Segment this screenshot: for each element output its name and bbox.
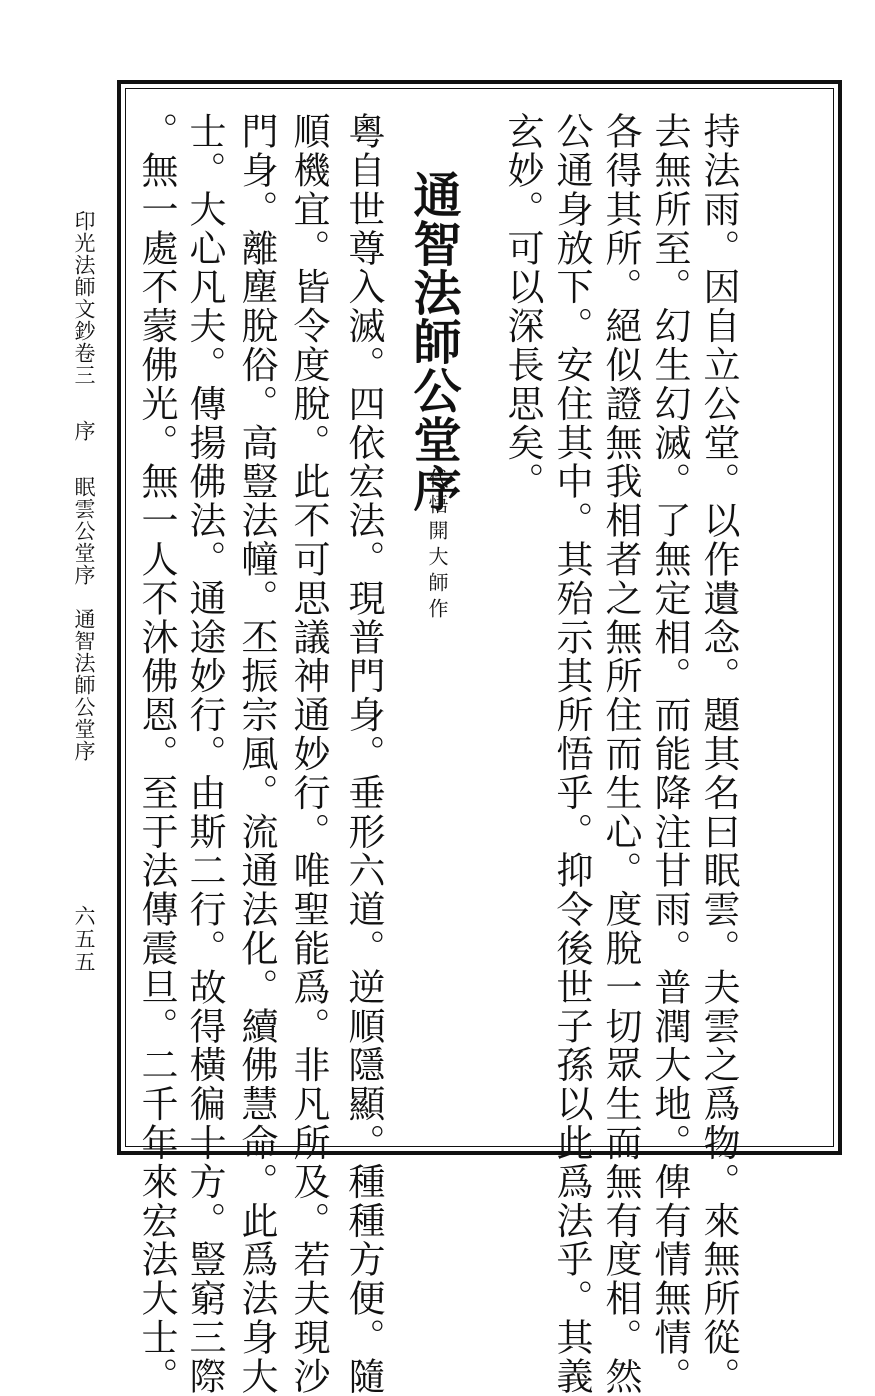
text-column-3: 各得其所。絕似證無我相者之無所住而生心。度脫一切眾生而無有度相。然 bbox=[599, 112, 642, 1396]
text-column-7: 順機宜。皆令度脫。此不可思議神通妙行。唯聖能爲。非凡所及。若夫現沙 bbox=[287, 112, 330, 1396]
running-head-article1: 眠雲公堂序 bbox=[72, 476, 96, 586]
article-subtitle: 代悟開大師作 bbox=[425, 468, 449, 624]
text-column-10: 。無一處不蒙佛光。無一人不沐佛恩。至于法傳震旦。二千年來宏法大士。 bbox=[135, 112, 178, 1396]
text-column-1: 持法雨。因自立公堂。以作遺念。題其名曰眠雲。夫雲之爲物。來無所從。 bbox=[697, 112, 740, 1396]
running-head-article2: 通智法師公堂序 bbox=[72, 608, 96, 762]
running-head bbox=[68, 210, 94, 762]
text-column-5: 玄妙。可以深長思矣。 bbox=[501, 112, 544, 501]
text-column-9: 士。大心凡夫。傳揚佛法。通途妙行。由斯二行。故得橫徧十方。豎窮三際 bbox=[183, 112, 226, 1396]
running-head-section: 序 bbox=[72, 420, 96, 442]
text-column-4: 公通身放下。安住其中。其殆示其所悟乎。抑令後世子孫以此爲法乎。其義 bbox=[550, 112, 593, 1396]
text-column-6: 粵自世尊入滅。四依宏法。現普門身。垂形六道。逆順隱顯。種種方便。隨 bbox=[342, 112, 385, 1396]
running-head-book: 印光法師文鈔卷三 bbox=[72, 210, 96, 386]
text-column-8: 門身。離塵脫俗。高豎法幢。丕振宗風。流通法化。續佛慧命。此爲法身大 bbox=[235, 112, 278, 1396]
text-column-2: 去無所至。幻生幻滅。了無定相。而能降注甘雨。普潤大地。俾有情無情。 bbox=[648, 112, 691, 1396]
page-number: 六五五 bbox=[72, 905, 96, 974]
article-title: 通智法師公堂序 bbox=[405, 170, 461, 513]
